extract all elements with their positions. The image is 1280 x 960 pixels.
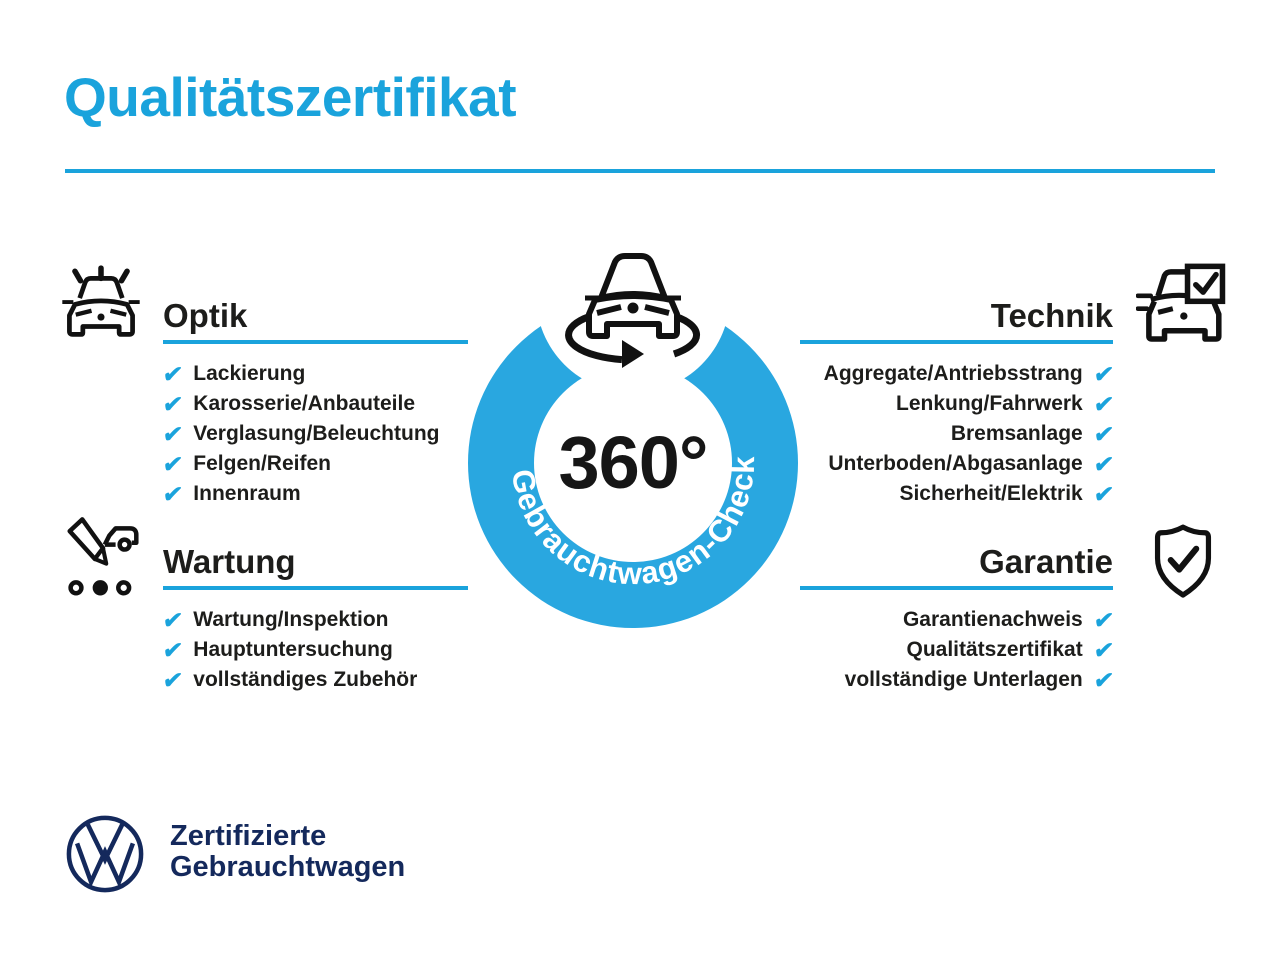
checklist-item: [800, 479, 1113, 509]
section-divider: [163, 586, 468, 590]
checklist-item: [800, 605, 1113, 635]
cowl-line: [1151, 295, 1188, 299]
brand-claim-line1: Zertifizierte: [170, 820, 327, 852]
section-optik: [163, 296, 468, 509]
shield-check: [1171, 549, 1196, 570]
windshield: [80, 278, 123, 298]
checklist-item: [163, 449, 468, 479]
garantie-checklist: [800, 605, 1113, 695]
checklist-item-label: Sicherheit/Elektrik: [899, 482, 1083, 505]
dot-outline-right: [118, 582, 129, 593]
section-heading: Garantie: [979, 543, 1113, 580]
check-icon: ✔: [161, 480, 185, 507]
shiny-car-front-icon: [56, 260, 146, 352]
optik-checklist: [163, 359, 468, 509]
section-heading: Technik: [990, 297, 1113, 334]
checklist-item: [163, 665, 468, 695]
wheel: [120, 540, 130, 550]
section-divider: [800, 586, 1113, 590]
checklist-item-label: vollständige Unterlagen: [844, 668, 1083, 691]
checklist-item-label: Unterboden/Abgasanlage: [828, 452, 1083, 475]
technik-checklist: [800, 359, 1113, 509]
check-icon: ✔: [161, 666, 185, 693]
checklist-item-label: Garantienachweis: [902, 608, 1083, 631]
check-icon: ✔: [161, 636, 185, 663]
section-wartung: [163, 542, 468, 695]
degree-label: 360°: [558, 421, 708, 504]
check-icon: ✔: [1091, 360, 1115, 387]
section-heading: Optik: [163, 297, 248, 334]
section-divider: [163, 340, 468, 344]
dot-filled: [93, 580, 108, 595]
check-icon: ✔: [1091, 420, 1115, 447]
checklist-item: [163, 605, 468, 635]
wartung-checklist: [163, 605, 468, 695]
check-icon: ✔: [161, 450, 185, 477]
section-garantie: [800, 542, 1113, 695]
pencil-checklist-car-icon: [56, 514, 150, 604]
checklist-item: [163, 389, 468, 419]
checklist-item: [800, 635, 1113, 665]
check-icon: ✔: [1091, 450, 1115, 477]
checklist-item: [163, 479, 468, 509]
speed-ticks: [1138, 296, 1151, 309]
brand-claim: [170, 821, 405, 883]
checkbox: [1188, 266, 1223, 301]
check-icon: ✔: [1091, 666, 1115, 693]
checklist-item-label: Felgen/Reifen: [193, 452, 331, 475]
checklist-item-label: Karosserie/Anbauteile: [193, 392, 416, 415]
dot-outline-left: [71, 582, 82, 593]
rotation-arrowhead: [622, 340, 644, 368]
check-icon: ✔: [161, 390, 185, 417]
checklist-item-label: Qualitätszertifikat: [906, 638, 1083, 661]
car-front-rotation-icon: [563, 252, 703, 402]
checklist-item: [800, 359, 1113, 389]
checklist-item-label: Bremsanlage: [950, 422, 1083, 445]
checklist-item: [800, 419, 1113, 449]
car-checkbox-icon: [1136, 258, 1228, 352]
checklist-item-label: Lackierung: [193, 362, 306, 385]
checklist-item-label: vollständiges Zubehör: [193, 668, 418, 691]
check-icon: ✔: [1091, 480, 1115, 507]
checklist-item: [800, 389, 1113, 419]
check-icon: ✔: [161, 606, 185, 633]
check-icon: ✔: [1091, 606, 1115, 633]
checklist-item: [163, 419, 468, 449]
checklist-item: [800, 449, 1113, 479]
checklist-item-label: Lenkung/Fahrwerk: [896, 392, 1083, 415]
car-body: [1149, 301, 1219, 339]
brand-claim-line2: Gebrauchtwagen: [170, 851, 406, 883]
checklist-item-label: Innenraum: [193, 482, 301, 505]
checklist-item: [163, 635, 468, 665]
check-icon: ✔: [1091, 636, 1115, 663]
checklist-item: [163, 359, 468, 389]
car-front-body: [589, 256, 677, 336]
section-technik: [800, 296, 1113, 509]
badge-dot: [1180, 312, 1187, 319]
section-heading: Wartung: [163, 543, 296, 580]
check-icon: ✔: [1091, 390, 1115, 417]
windshield: [1158, 272, 1186, 296]
headlight: [1158, 309, 1173, 313]
section-divider: [800, 340, 1113, 344]
checklist-item-label: Aggregate/Antriebsstrang: [823, 362, 1083, 385]
check-icon: ✔: [161, 360, 185, 387]
badge-dot: [97, 314, 104, 321]
checklist-item: [800, 665, 1113, 695]
checklist-item-label: Hauptuntersuchung: [193, 638, 393, 661]
checklist-item-label: Wartung/Inspektion: [193, 608, 389, 631]
checklist-item-label: Verglasung/Beleuchtung: [193, 422, 440, 445]
title-divider: [65, 169, 1215, 173]
page-title: Qualitätszertifikat: [64, 66, 517, 128]
ring-label: Gebrauchtwagen-Check: [504, 455, 762, 592]
shield-check-icon: [1150, 521, 1216, 603]
badge-dot: [628, 303, 639, 314]
check-icon: ✔: [161, 420, 185, 447]
vw-logo: [64, 813, 146, 895]
